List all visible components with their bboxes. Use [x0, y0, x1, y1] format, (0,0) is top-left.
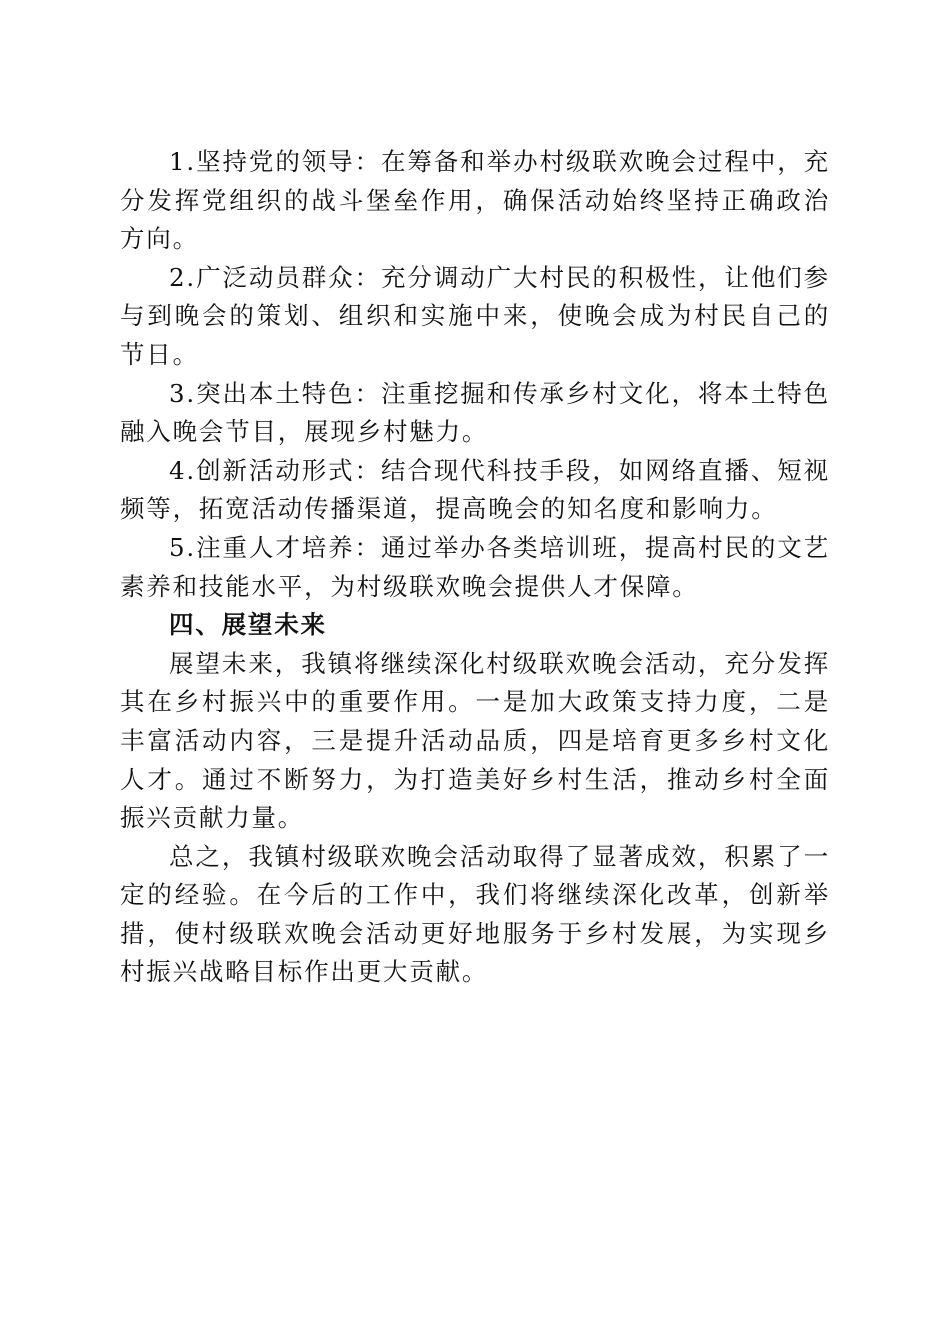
outlook-paragraph: 展望未来，我镇将继续深化村级联欢晚会活动，充分发挥其在乡村振兴中的重要作用。一是加大政策支持力度，二是丰富活动内容，三是提升活动品质，四是培育更多乡村文化人才。通过不断努力，为打造美好乡村生活，推动乡村全面振兴贡献力量。: [120, 648, 830, 833]
list-item-mobilize-masses: 2.广泛动员群众：充分调动广大村民的积极性，让他们参与到晚会的策划、组织和实施中来，使晚会成为村民自己的节日。: [120, 262, 830, 369]
list-item-talent-training: 5.注重人才培养：通过举办各类培训班，提高村民的文艺素养和技能水平，为村级联欢晚会提供人才保障。: [120, 532, 830, 601]
conclusion-paragraph: 总之，我镇村级联欢晚会活动取得了显著成效，积累了一定的经验。在今后的工作中，我们将继续深化改革，创新举措，使村级联欢晚会活动更好地服务于乡村发展，为实现乡村振兴战略目标作出更大贡献。: [120, 841, 830, 987]
section-heading-outlook: 四、展望未来: [169, 610, 327, 640]
list-item-party-leadership: 1.坚持党的领导：在筹备和举办村级联欢晚会过程中，充分发挥党组织的战斗堡垒作用，确保活动始终坚持正确政治方向。: [120, 147, 830, 254]
document-page: [120, 143, 830, 992]
list-item-local-features: 3.突出本土特色：注重挖掘和传承乡村文化，将本土特色融入晚会节目，展现乡村魅力。: [120, 378, 830, 447]
list-item-innovative-forms: 4.创新活动形式：结合现代科技手段，如网络直播、短视频等，拓宽活动传播渠道，提高晚会的知名度和影响力。: [120, 455, 830, 524]
